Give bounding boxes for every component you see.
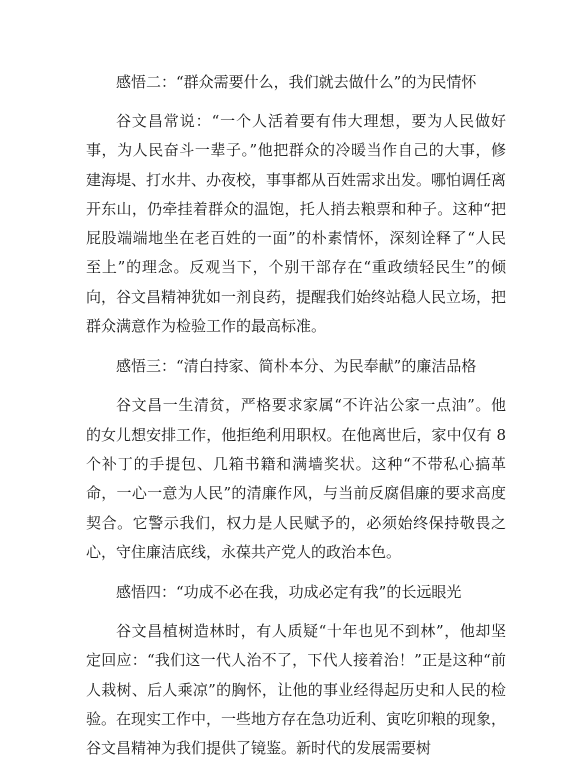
section-gratitude-three [86, 352, 506, 567]
section-heading: 感悟三：“清白持家、简朴本分、为民奉献”的廉洁品格 [116, 357, 477, 376]
section-gratitude-two [86, 68, 506, 341]
document-page [86, 68, 506, 775]
section-heading: 感悟二：“群众需要什么，我们就去做什么”的为民情怀 [116, 73, 477, 91]
section-paragraph: 谷文昌常说：“一个人活着要有伟大理想，要为人民做好事，为人民奋斗一辈子。”他把群众的冷暖当作自己的大事，修建海堤、打水井、办夜校，事事都从百姓需求出发。哪怕调任离开东山，仍牵挂着群众的温饱，托人捎去粮票和种子。这种“把屁股端端地坐在老百姓的一面”的朴素情怀，深刻诠释了“人民至上”的理念。反观当下，个别干部存在“重政绩轻民生”的倾向，谷文昌精神犹如一剂良药，提醒我们始终站稳人民立场，把群众满意作为检验工作的最高标准。 [86, 112, 507, 336]
section-gratitude-four [86, 578, 506, 763]
section-paragraph: 谷文昌一生清贫，严格要求家属“不许沾公家一点油”。他的女儿想安排工作，他拒绝利用职权。在他离世后，家中仅有 8 个补丁的手提包、几箱书籍和满墙奖状。这种“不带私心搞革命，一心一意为人民”的清廉作风，与当前反腐倡廉的要求高度契合。它警示我们，权力是人民赋予的，必须始终保持敬畏之心，守住廉洁底线，永葆共产党人的政治本色。 [86, 396, 506, 561]
section-paragraph: 谷文昌植树造林时，有人质疑“十年也见不到林”，他却坚定回应：“我们这一代人治不了，下代人接着治！”正是这种“前人栽树、后人乘凉”的胸怀，让他的事业经得起历史和人民的检验。在现实工作中，一些地方存在急功近利、寅吃卯粮的现象，谷文昌精神为我们提供了镜鉴。新时代的发展需要树 [86, 622, 507, 758]
section-heading: 感悟四：“功成不必在我，功成必定有我”的长远眼光 [116, 583, 462, 602]
